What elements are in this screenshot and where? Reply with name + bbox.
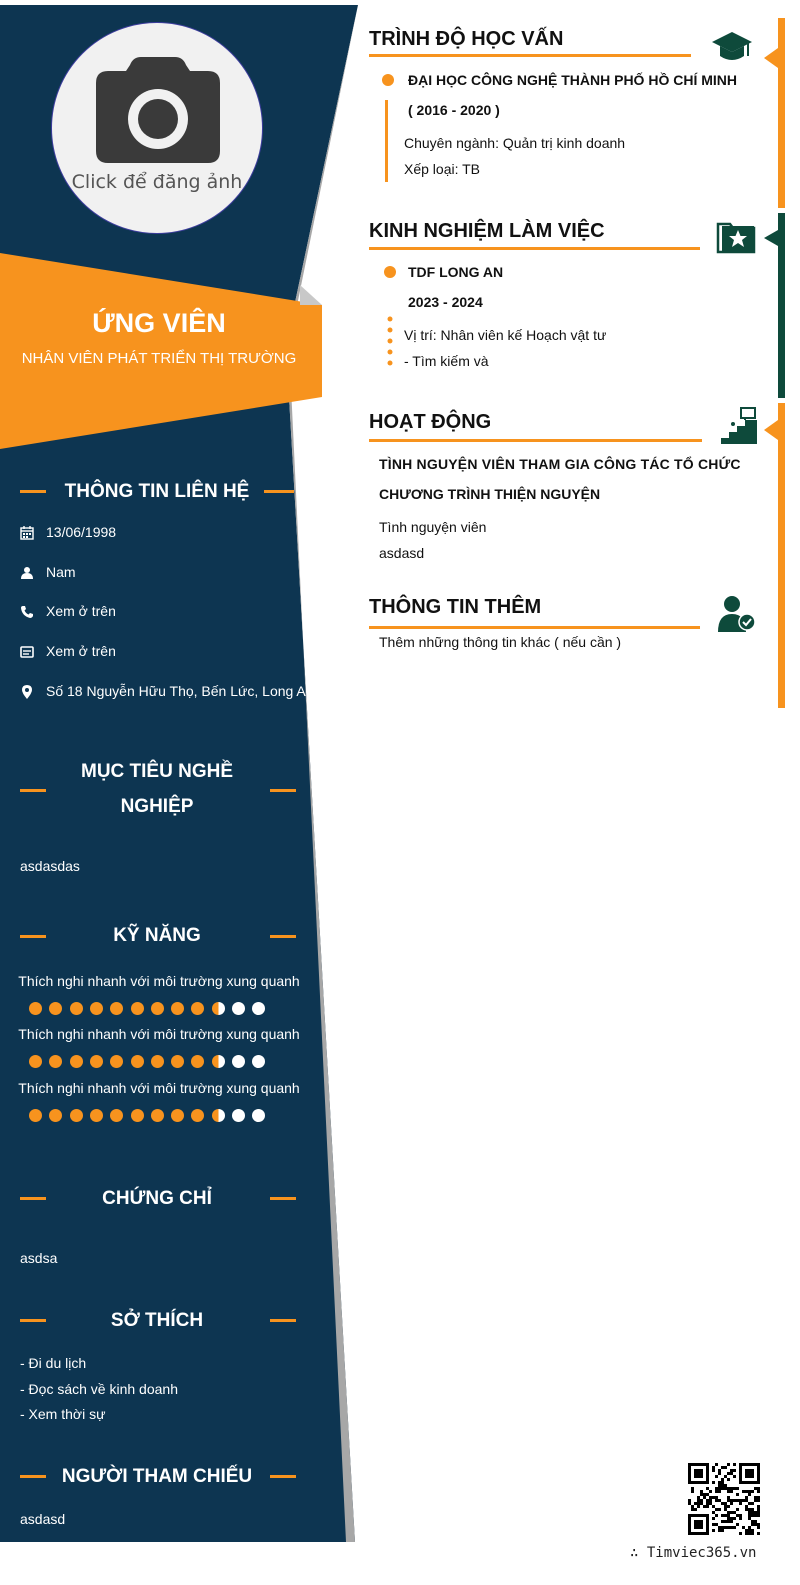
rating-dot: [171, 1055, 184, 1068]
skill-name: Thích nghi nhanh với môi trường xung quanh: [18, 1026, 300, 1042]
person-check-icon: [716, 594, 756, 634]
references-text: asdasd: [20, 1511, 66, 1527]
experience-company: TDF LONG AN: [408, 264, 504, 280]
person-icon: [20, 566, 34, 580]
rating-dot: [232, 1109, 245, 1122]
graduation-cap-icon: [712, 30, 752, 70]
objective-section-header: [0, 754, 318, 824]
camera-icon: [96, 57, 220, 163]
contact-section-header: [0, 474, 318, 509]
divider: [20, 490, 46, 493]
timeline-bar: [760, 18, 800, 708]
candidate-name: ỨNG VIÊN: [92, 308, 226, 338]
hobby-item: - Xem thời sự: [20, 1406, 106, 1422]
divider: [270, 1319, 296, 1322]
divider: [20, 1197, 46, 1200]
additional-text: Thêm những thông tin khác ( nếu cần ): [379, 634, 622, 650]
rating-dot: [151, 1055, 164, 1068]
location-pin-icon: [20, 685, 34, 699]
timeline-line: [385, 100, 388, 182]
divider: [20, 1475, 46, 1478]
footer-brand: ∴ Timviec365.vn: [630, 1545, 757, 1561]
rating-dot: [90, 1055, 103, 1068]
rating-dot: [232, 1055, 245, 1068]
contact-title: THÔNG TIN LIÊN HỆ: [64, 481, 250, 502]
objective-title-line1: MỤC TIÊU NGHỀ: [81, 761, 233, 782]
activity-role: Tình nguyện viên: [379, 519, 487, 535]
education-period: ( 2016 - 2020 ): [408, 102, 500, 118]
calendar-icon: [20, 526, 34, 540]
timeline-dot: [382, 74, 394, 86]
email-text: Xem ở trên: [46, 643, 116, 659]
rating-dot: [151, 1002, 164, 1015]
education-underline: [369, 54, 691, 57]
education-school: ĐẠI HỌC CÔNG NGHỆ THÀNH PHỐ HỒ CHÍ MINH: [408, 72, 737, 88]
references-title: NGƯỜI THAM CHIẾU: [61, 1466, 253, 1487]
qr-code: [688, 1463, 760, 1535]
experience-period: 2023 - 2024: [408, 294, 483, 310]
hobbies-section-header: [0, 1303, 318, 1338]
timeline-dotted-line: [386, 316, 394, 374]
activity-desc: asdasd: [379, 545, 425, 561]
contact-gender: [20, 564, 320, 584]
divider: [270, 1197, 296, 1200]
education-title: TRÌNH ĐỘ HỌC VẤN: [369, 28, 564, 50]
divider: [20, 789, 46, 792]
rating-dot: [29, 1109, 42, 1122]
contact-address: [20, 683, 320, 703]
hobby-item: - Đọc sách về kinh doanh: [20, 1381, 178, 1397]
rating-dot: [171, 1109, 184, 1122]
rating-dot: [232, 1002, 245, 1015]
divider: [20, 1319, 46, 1322]
activity-name-line1: TÌNH NGUYỆN VIÊN THAM GIA CÔNG TÁC TỔ CHỨC: [379, 456, 741, 472]
contact-phone: [20, 603, 320, 623]
activities-underline: [369, 439, 702, 442]
rating-dot: [151, 1109, 164, 1122]
certificates-title: CHỨNG CHỈ: [102, 1188, 212, 1209]
avatar-caption: Click để đăng ảnh: [71, 171, 243, 193]
objective-text: asdasdas: [20, 858, 80, 874]
divider: [264, 490, 294, 493]
activities-title: HOẠT ĐỘNG: [369, 411, 492, 433]
stairs-goal-icon: [719, 406, 759, 446]
avatar-upload[interactable]: [51, 22, 263, 234]
experience-role: Vị trí: Nhân viên kế Hoạch vật tư: [404, 327, 607, 343]
rating-dot: [29, 1002, 42, 1015]
gender-text: Nam: [46, 564, 76, 580]
skills-title: KỸ NĂNG: [113, 925, 201, 946]
education-grade: Xếp loại: TB: [404, 161, 481, 177]
certificates-text: asdsa: [20, 1250, 58, 1266]
hobby-item: - Đi du lịch: [20, 1355, 87, 1371]
activity-name-line2: CHƯƠNG TRÌNH THIỆN NGUYỆN: [379, 486, 601, 502]
hobbies-title: SỞ THÍCH: [110, 1310, 204, 1331]
education-major: Chuyên ngành: Quản trị kinh doanh: [404, 135, 626, 151]
experience-title: KINH NGHIỆM LÀM VIỆC: [369, 220, 605, 242]
divider: [270, 1475, 296, 1478]
envelope-icon: [20, 645, 34, 659]
skill-name: Thích nghi nhanh với môi trường xung quanh: [18, 973, 300, 989]
additional-title: THÔNG TIN THÊM: [369, 596, 542, 618]
rating-dot: [90, 1109, 103, 1122]
rating-dot: [131, 1055, 144, 1068]
objective-title-line2: NGHIỆP: [120, 796, 194, 817]
contact-email: [20, 643, 320, 663]
divider: [20, 935, 46, 938]
phone-text: Xem ở trên: [46, 603, 116, 619]
certificates-section-header: [0, 1181, 318, 1216]
divider: [270, 789, 296, 792]
divider: [270, 935, 296, 938]
folder-star-icon: [716, 218, 756, 258]
rating-dot: [70, 1055, 83, 1068]
rating-dot: [171, 1002, 184, 1015]
rating-dot: [70, 1002, 83, 1015]
candidate-position: NHÂN VIÊN PHÁT TRIỂN THỊ TRƯỜNG: [21, 350, 297, 367]
rating-dot: [212, 1055, 225, 1068]
skill-name: Thích nghi nhanh với môi trường xung quanh: [18, 1080, 300, 1096]
phone-icon: [20, 605, 34, 619]
timeline-dot: [384, 266, 396, 278]
contact-birthday: [20, 524, 320, 544]
rating-dot: [70, 1109, 83, 1122]
rating-dot: [131, 1002, 144, 1015]
references-section-header: [0, 1459, 318, 1494]
rating-dot: [90, 1002, 103, 1015]
experience-underline: [369, 247, 700, 250]
rating-dot: [131, 1109, 144, 1122]
rating-dot: [29, 1055, 42, 1068]
birthday-text: 13/06/1998: [46, 524, 117, 540]
address-text: Số 18 Nguyễn Hữu Thọ, Bến Lức, Long An: [46, 683, 314, 699]
rating-dot: [212, 1109, 225, 1122]
experience-desc: - Tìm kiếm và: [404, 353, 489, 369]
additional-underline: [369, 626, 700, 629]
rating-dot: [212, 1002, 225, 1015]
skills-section-header: [0, 918, 318, 953]
